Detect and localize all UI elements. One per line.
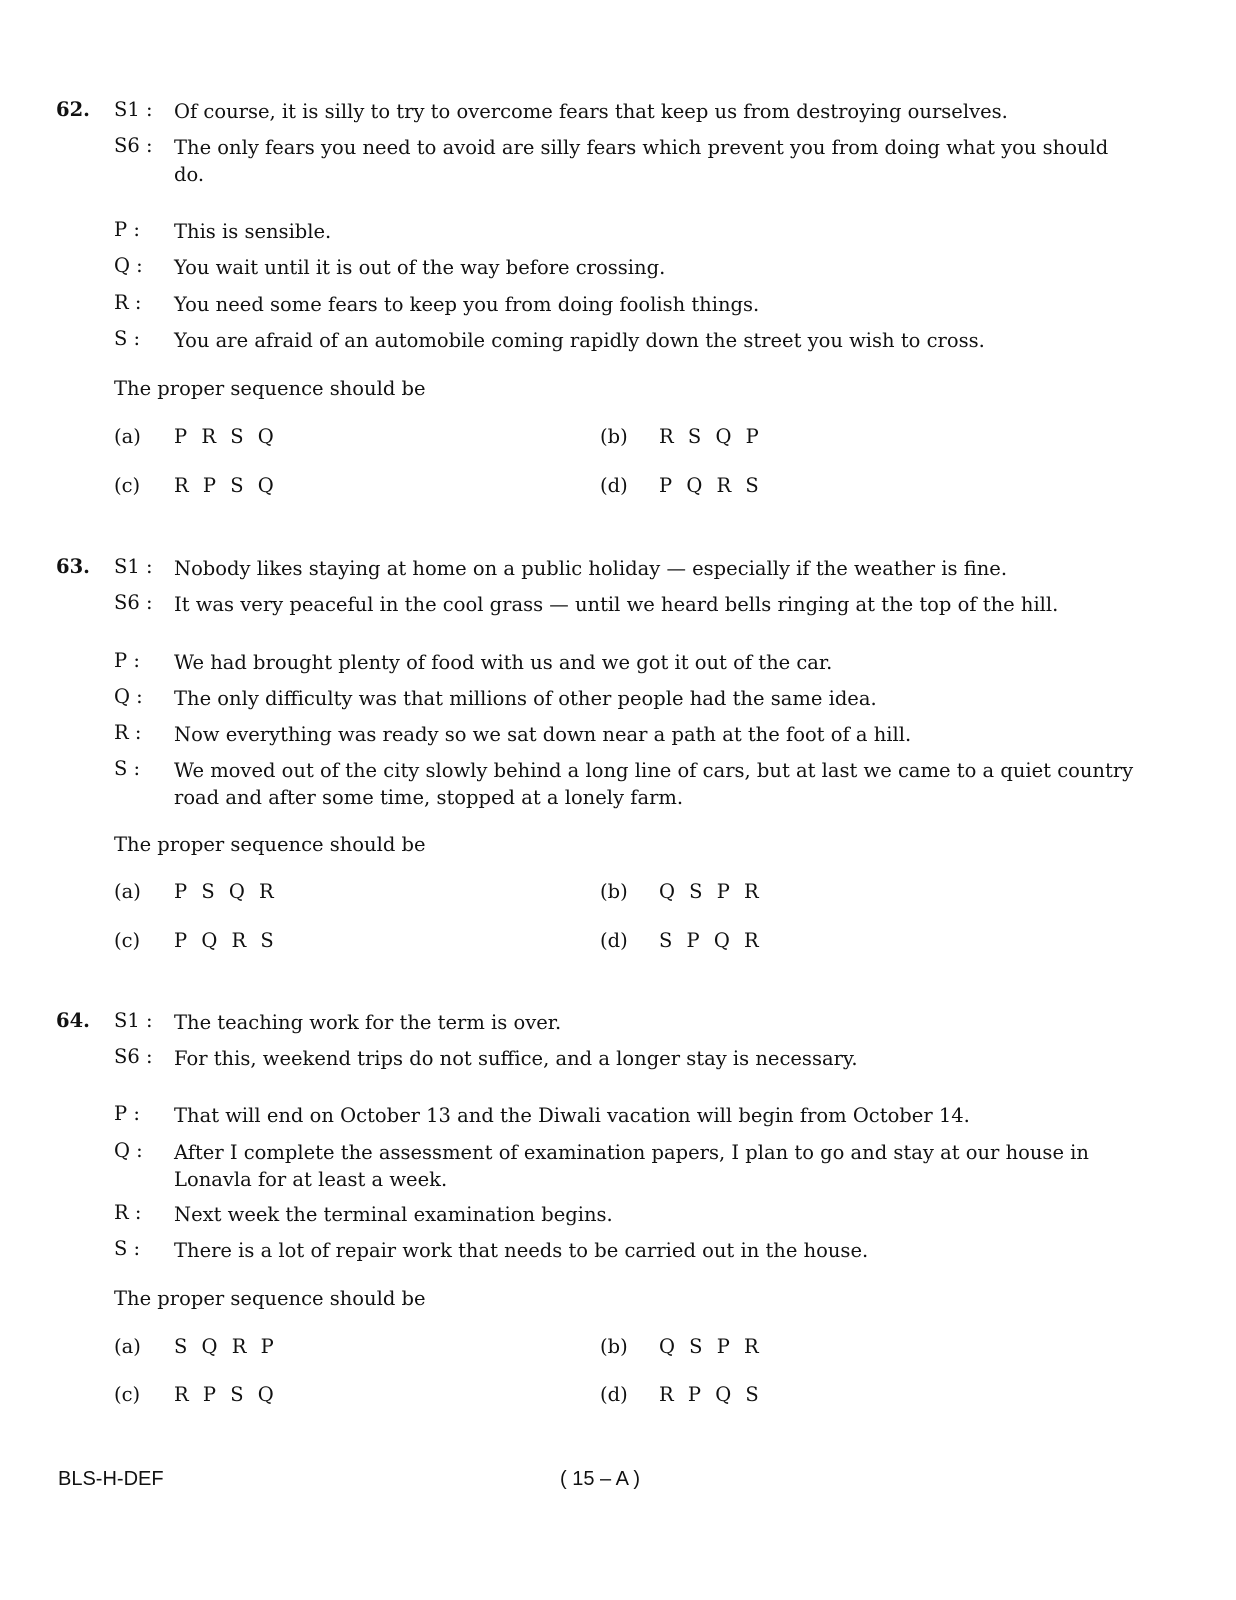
s1-text: Nobody likes staying at home on a public holiday — especially if the weather is fine. (174, 557, 1008, 580)
part-q-label: Q : (114, 254, 143, 277)
part-s-label: S : (114, 1237, 141, 1260)
option-b-label: (b) (600, 880, 628, 903)
option-d-label: (d) (600, 474, 628, 497)
part-p-label: P : (114, 649, 140, 672)
part-q-text: You wait until it is out of the way before crossing. (174, 256, 666, 279)
s1-text: Of course, it is silly to try to overcome fears that keep us from destroying ourselves. (174, 100, 1008, 123)
part-p-label: P : (114, 218, 140, 241)
option-b-value: Q S P R (659, 880, 763, 903)
part-q-label: Q : (114, 1139, 143, 1162)
sequence-prompt: The proper sequence should be (114, 833, 426, 856)
part-q-text: The only difficulty was that millions of other people had the same idea. (174, 687, 877, 710)
s6-label: S6 : (114, 591, 153, 614)
part-q-label: Q : (114, 685, 143, 708)
option-d-label: (d) (600, 1383, 628, 1406)
sequence-prompt: The proper sequence should be (114, 377, 426, 400)
part-q-text: After I complete the assessment of examination papers, I plan to go and stay at our house in Lonavla for at least a week. (174, 1141, 1089, 1191)
s1-text: The teaching work for the term is over. (174, 1011, 562, 1034)
part-p-text: We had brought plenty of food with us and we got it out of the car. (174, 651, 833, 674)
option-a-label: (a) (114, 880, 141, 903)
part-r-label: R : (114, 721, 142, 744)
option-a-label: (a) (114, 1335, 141, 1358)
page-number: ( 15 – A ) (560, 1468, 641, 1490)
question-number: 62. (56, 98, 90, 121)
s6-label: S6 : (114, 1045, 153, 1068)
part-p-label: P : (114, 1102, 140, 1125)
s6-text: For this, weekend trips do not suffice, and a longer stay is necessary. (174, 1047, 858, 1070)
part-s-label: S : (114, 327, 141, 350)
option-a-value: S Q R P (174, 1335, 278, 1358)
part-r-text: Now everything was ready so we sat down near a path at the foot of a hill. (174, 723, 912, 746)
option-d-label: (d) (600, 929, 628, 952)
option-b-value: Q S P R (659, 1335, 763, 1358)
part-r-text: You need some fears to keep you from doing foolish things. (174, 293, 760, 316)
part-r-label: R : (114, 291, 142, 314)
sequence-prompt: The proper sequence should be (114, 1287, 426, 1310)
option-c-value: R P S Q (174, 1383, 278, 1406)
option-c-label: (c) (114, 474, 141, 497)
booklet-code: BLS-H-DEF (58, 1468, 164, 1490)
option-a-label: (a) (114, 425, 141, 448)
part-s-text: You are afraid of an automobile coming rapidly down the street you wish to cross. (174, 329, 985, 352)
s1-label: S1 : (114, 98, 153, 121)
part-r-label: R : (114, 1201, 142, 1224)
option-d-value: R P Q S (659, 1383, 763, 1406)
question-number: 64. (56, 1009, 90, 1032)
part-s-text: We moved out of the city slowly behind a long line of cars, but at last we came to a quiet country road and after some time, stopped at a lonely farm. (174, 759, 1134, 809)
option-d-value: S P Q R (659, 929, 763, 952)
option-c-label: (c) (114, 1383, 141, 1406)
option-d-value: P Q R S (659, 474, 763, 497)
option-b-label: (b) (600, 1335, 628, 1358)
option-a-value: P S Q R (174, 880, 278, 903)
option-b-value: R S Q P (659, 425, 763, 448)
s6-text: The only fears you need to avoid are silly fears which prevent you from doing what you should do. (174, 136, 1109, 186)
option-c-value: R P S Q (174, 474, 278, 497)
part-p-text: This is sensible. (174, 220, 332, 243)
option-c-value: P Q R S (174, 929, 278, 952)
s6-label: S6 : (114, 134, 153, 157)
option-b-label: (b) (600, 425, 628, 448)
part-s-text: There is a lot of repair work that needs to be carried out in the house. (174, 1239, 869, 1262)
s1-label: S1 : (114, 1009, 153, 1032)
part-p-text: That will end on October 13 and the Diwali vacation will begin from October 14. (174, 1104, 970, 1127)
question-number: 63. (56, 555, 90, 578)
option-a-value: P R S Q (174, 425, 278, 448)
part-s-label: S : (114, 757, 141, 780)
s6-text: It was very peaceful in the cool grass — until we heard bells ringing at the top of the hill. (174, 593, 1059, 616)
s1-label: S1 : (114, 555, 153, 578)
part-r-text: Next week the terminal examination begins. (174, 1203, 613, 1226)
option-c-label: (c) (114, 929, 141, 952)
